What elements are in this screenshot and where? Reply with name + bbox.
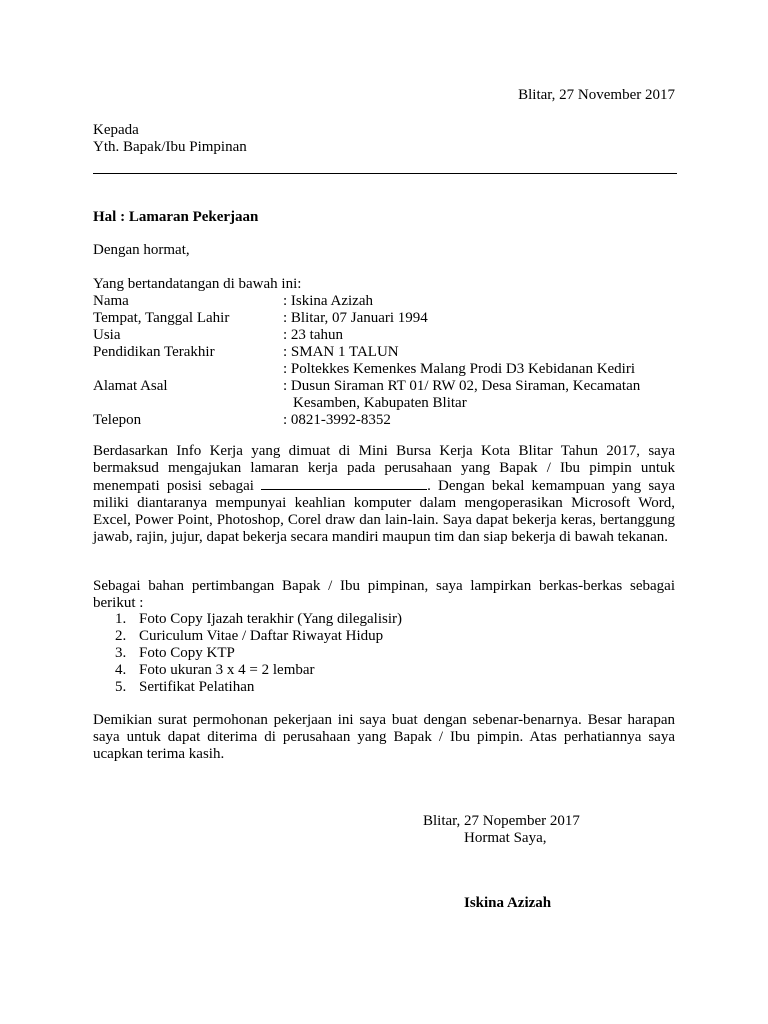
field-label bbox=[93, 361, 283, 378]
list-text: Curiculum Vitae / Daftar Riwayat Hidup bbox=[139, 628, 384, 644]
field-value-wrap bbox=[283, 378, 683, 412]
list-item bbox=[115, 628, 402, 645]
field-label: Alamat Asal bbox=[93, 378, 168, 394]
paragraph-text: . Dengan bekal kemampuan yang saya miliki diantaranya mempunyai keahlian komputer dalam mengoperasikan Microsoft Word, Excel, Power Point, Photoshop, Corel draw dan lain-lain. Saya dapat bekerja keras, bertanggung jawab, rajin, jujur, dapat bekerja secara mandiri maupun tim dan siap bekerja di bawah tekanan. bbox=[93, 478, 675, 545]
list-item bbox=[115, 611, 402, 628]
list-text: Foto Copy KTP bbox=[139, 645, 235, 661]
list-number: 4. bbox=[115, 662, 127, 678]
field-value: : 0821-3992-8352 bbox=[283, 412, 391, 428]
field-row-phone bbox=[93, 412, 683, 429]
field-label: Tempat, Tanggal Lahir bbox=[93, 310, 230, 326]
field-value: : Blitar, 07 Januari 1994 bbox=[283, 310, 428, 326]
signer-name: Iskina Azizah bbox=[464, 895, 552, 911]
field-label: Pendidikan Terakhir bbox=[93, 344, 215, 360]
field-row-address bbox=[93, 378, 683, 412]
list-number: 5. bbox=[115, 679, 127, 695]
list-number: 2. bbox=[115, 628, 127, 644]
list-number: 1. bbox=[115, 611, 127, 627]
field-label: Usia bbox=[93, 327, 121, 343]
field-value: : SMAN 1 TALUN bbox=[283, 344, 399, 360]
list-item bbox=[115, 679, 402, 696]
closing-date: Blitar, 27 Nopember 2017 bbox=[423, 813, 580, 829]
field-label: Telepon bbox=[93, 412, 142, 428]
field-row-name bbox=[93, 293, 683, 310]
position-blank-line bbox=[261, 477, 427, 490]
field-row-age bbox=[93, 327, 683, 344]
list-item bbox=[115, 645, 402, 662]
field-value: : Dusun Siraman RT 01/ RW 02, Desa Siraman, Kecamatan bbox=[283, 378, 641, 394]
header-divider bbox=[93, 173, 677, 174]
field-value: : Iskina Azizah bbox=[283, 293, 373, 309]
list-item bbox=[115, 662, 402, 679]
closing-greeting: Hormat Saya, bbox=[464, 830, 547, 846]
recipient-line-2: Yth. Bapak/Ibu Pimpinan bbox=[93, 139, 247, 155]
field-row-education bbox=[93, 344, 683, 361]
body-paragraph-3: Demikian surat permohonan pekerjaan ini saya buat dengan sebenar-benarnya. Besar harapan saya untuk dapat diterima di perusahaan yang Bapak / Ibu pimpin. Atas perhatiannya saya ucapkan terima kasih. bbox=[93, 712, 675, 762]
letter-subject: Hal : Lamaran Pekerjaan bbox=[93, 209, 259, 225]
body-paragraph-2: Sebagai bahan pertimbangan Bapak / Ibu pimpinan, saya lampirkan berkas-berkas sebagai berikut : bbox=[93, 578, 675, 611]
letter-date: Blitar, 27 November 2017 bbox=[518, 87, 675, 103]
field-value-continuation: Kesamben, Kabupaten Blitar bbox=[293, 395, 467, 411]
field-row-birth bbox=[93, 310, 683, 327]
field-value: : 23 tahun bbox=[283, 327, 343, 343]
list-number: 3. bbox=[115, 645, 127, 661]
list-text: Sertifikat Pelatihan bbox=[139, 679, 255, 695]
recipient-block bbox=[93, 122, 247, 156]
intro-line: Yang bertandatangan di bawah ini: bbox=[93, 276, 302, 292]
list-text: Foto ukuran 3 x 4 = 2 lembar bbox=[139, 662, 315, 678]
field-label: Nama bbox=[93, 293, 129, 309]
body-paragraph-1 bbox=[93, 443, 675, 546]
attachment-list bbox=[115, 611, 402, 696]
field-row-education-2 bbox=[93, 361, 683, 378]
field-value: : Poltekkes Kemenkes Malang Prodi D3 Kebidanan Kediri bbox=[283, 361, 636, 377]
paragraph-text: Berdasarkan Info Kerja yang dimuat di Mini Bursa Kerja Kota Blitar Tahun 2017, saya bermaksud mengajukan lamaran kerja pada perusahaan yang Bapak / Ibu pimpin untuk menempati posisi sebagai bbox=[93, 443, 675, 494]
recipient-line-1: Kepada bbox=[93, 122, 139, 138]
list-text: Foto Copy Ijazah terakhir (Yang dilegalisir) bbox=[139, 611, 403, 627]
letter-greeting: Dengan hormat, bbox=[93, 242, 190, 258]
applicant-details bbox=[93, 293, 683, 429]
